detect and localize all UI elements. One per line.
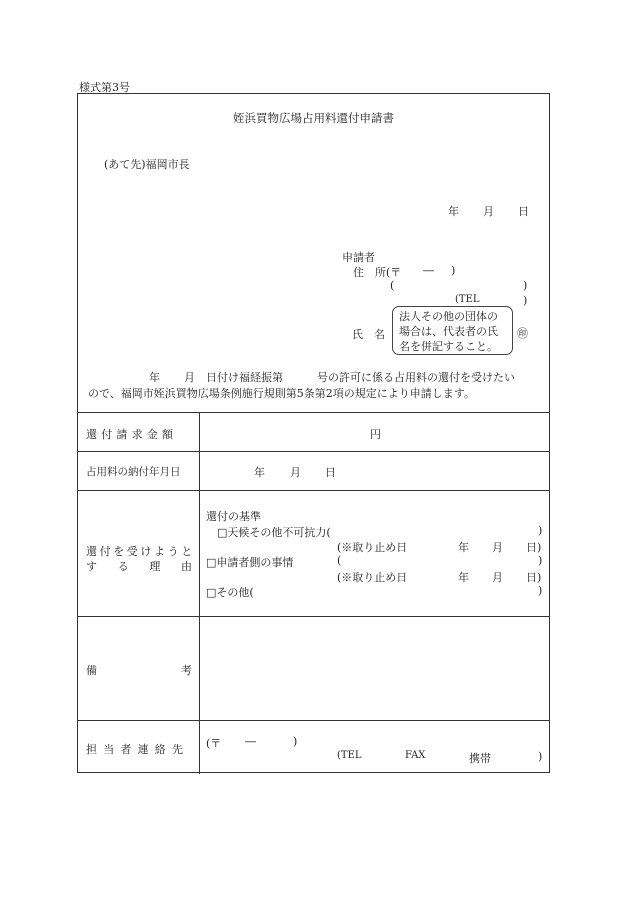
other-close: ) [538, 584, 543, 597]
contact-mobile: 携帯 [469, 752, 491, 765]
applicant-side-close: ) [538, 554, 543, 567]
payment-year: 年 [254, 466, 265, 479]
force-majeure-close: ) [538, 524, 543, 537]
row-divider-4 [78, 616, 549, 617]
force-majeure-checkbox[interactable]: □天候その他不可抗力( [217, 526, 331, 539]
refund-amount-unit: 円 [370, 428, 381, 441]
address-postal-dash: ― [423, 264, 434, 277]
remarks-label-right: 考 [181, 664, 192, 677]
contact-postal-dash: ― [245, 735, 256, 748]
name-note-line-1: 法人その他の団体の [399, 310, 498, 323]
applicant-side-checkbox[interactable]: □申請者側の事情 [206, 556, 294, 569]
statement-rest: 号の許可に係る占用料の還付を受けたい [317, 371, 515, 384]
header-date-day: 日 [518, 205, 529, 218]
applicant-side-open: ( [337, 554, 342, 567]
header-date-month: 月 [483, 205, 494, 218]
statement-permit: 日付け福経振第 [206, 371, 283, 384]
contact-postal-close: ) [293, 735, 298, 748]
reason-label-char-1: す [86, 560, 97, 573]
column-divider [199, 412, 200, 774]
force-majeure-month: 月 [492, 541, 503, 554]
tel-label: (TEL [455, 294, 480, 305]
contact-tel: (TEL [337, 750, 362, 761]
name-note-line-2: 場合は、代表者の氏 [399, 325, 498, 338]
applicant-side-day: 日) [526, 571, 542, 584]
reason-label-char-3: 理 [149, 560, 161, 573]
remarks-label-left: 備 [86, 664, 97, 677]
address-line-close: ) [523, 279, 528, 292]
tel-close: ) [523, 294, 528, 307]
payment-day: 日 [325, 466, 336, 479]
applicant-side-cancel-date: (※取り止め日 [337, 571, 408, 584]
name-label: 氏 名 [352, 328, 385, 341]
applicant-label: 申請者 [342, 251, 375, 264]
addressee: (あて先)福岡市長 [104, 158, 190, 171]
reason-label-line-2 [86, 558, 192, 574]
reason-label-char-2: る [117, 560, 129, 573]
address-line-open: ( [390, 279, 395, 292]
application-form [77, 93, 550, 773]
statement-year: 年 [149, 371, 160, 384]
refund-criteria-title: 還付の基準 [206, 510, 261, 523]
statement-month: 月 [184, 371, 195, 384]
seal-mark: ㊞ [517, 327, 528, 340]
force-majeure-year: 年 [458, 541, 469, 554]
row-divider-2 [78, 451, 549, 452]
header-date-year: 年 [448, 205, 459, 218]
contact-fax: FAX [405, 750, 426, 761]
applicant-side-year: 年 [458, 571, 469, 584]
refund-amount-label: 還付請求金額 [86, 428, 178, 441]
name-note-line-3: 名を併記すること。 [399, 340, 498, 353]
address-postal-close: ) [451, 264, 456, 277]
payment-date-label: 占用料の納付年月日 [86, 466, 181, 478]
force-majeure-day: 日) [526, 541, 542, 554]
statement-line-2: ので、福岡市姪浜買物広場条例施行規則第5条第2項の規定により申請します。 [88, 387, 475, 400]
form-number: 様式第3号 [79, 81, 130, 94]
other-checkbox[interactable]: □その他( [206, 586, 254, 599]
contact-close: ) [538, 750, 543, 763]
contact-postal: (〒 [206, 737, 222, 750]
contact-label: 担当者連絡先 [86, 743, 190, 756]
reason-label-line-1: 還付を受けようと [86, 545, 195, 558]
row-divider-3 [78, 490, 549, 491]
applicant-side-month: 月 [492, 571, 503, 584]
reason-label-char-4: 由 [180, 560, 192, 573]
row-divider-5 [78, 720, 549, 721]
force-majeure-cancel-date: (※取り止め日 [337, 541, 408, 554]
payment-month: 月 [290, 466, 301, 479]
row-divider-1 [78, 412, 549, 413]
address-label: 住 所(〒 [353, 266, 402, 279]
form-title: 姪浜買物広場占用料還付申請書 [233, 111, 394, 125]
name-note-bracket [392, 306, 513, 355]
